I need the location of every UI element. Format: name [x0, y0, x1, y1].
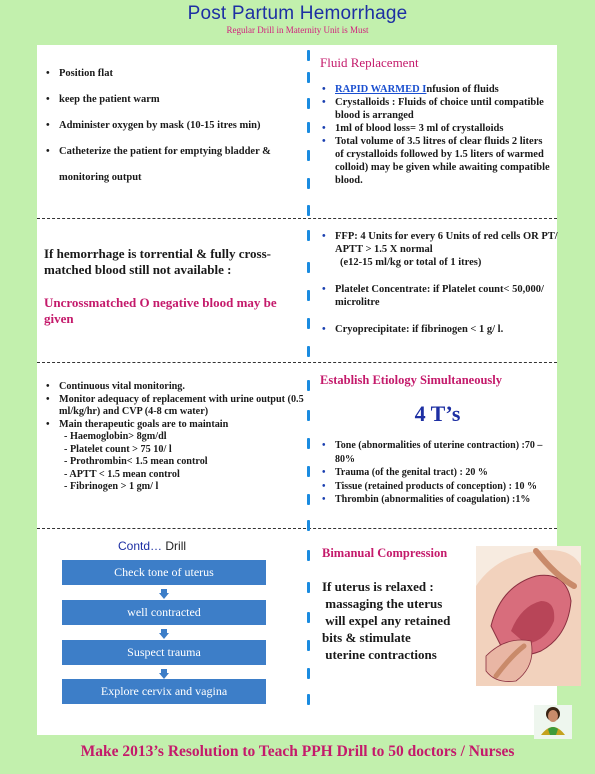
goal-item: - Haemoglobin> 8gm/dl: [64, 431, 167, 442]
divider-mark: [307, 230, 310, 241]
etiology-section: [320, 374, 555, 507]
fluid-item: • Total volume of 3.5 litres of clear fluids 2 liters of crystalloids followed by 1.5 liters of warmed colloid) may be given while awaiting compatible blood.: [320, 135, 552, 187]
divider-mark: [307, 262, 310, 273]
uncrossmatched-text: Uncrossmatched O negative blood may be given: [44, 295, 277, 326]
first-aid-item: • Catheterize the patient for emptying bladder &: [44, 145, 294, 171]
divider-mark: [307, 694, 310, 705]
flow-step: Explore cervix and vagina: [62, 679, 266, 704]
divider-mark: [307, 668, 310, 679]
page-title: Post Partum Hemorrhage: [187, 3, 408, 24]
etiology-title: Establish Etiology Simultaneously: [320, 373, 502, 387]
divider-mark: [307, 290, 310, 301]
first-aid-item-continued: monitoring output: [59, 172, 142, 183]
goal-item: - Platelet count > 75 10/ l: [64, 443, 172, 455]
divider-row-2: [37, 362, 557, 363]
divider-mark: [307, 178, 310, 189]
etiology-item: • Tone (abnormalities of uterine contraction) :70 – 80%: [320, 439, 555, 466]
divider-mark: [307, 494, 310, 505]
blood-products-section: [320, 230, 560, 336]
bimanual-compression-illustration: [476, 546, 581, 686]
first-aid-section: [44, 67, 294, 184]
goal-list: [44, 431, 309, 494]
platelet-item: • Platelet Concentrate: if Platelet count< 50,000/ microlitre: [320, 283, 560, 309]
monitoring-item: • Main therapeutic goals are to maintain: [44, 419, 309, 432]
ffp-item: • FFP: 4 Units for every 6 Units of red cells OR PT/ APTT > 1.5 X normal: [320, 230, 560, 256]
rapid-warmed-item: • RAPID WARMED Infusion of fluids: [320, 83, 552, 96]
divider-mark: [307, 72, 310, 83]
first-aid-item: • Position flat: [44, 67, 294, 93]
page-subtitle: Regular Drill in Maternity Unit is Must: [226, 25, 369, 35]
flow-step: Check tone of uterus: [62, 560, 266, 585]
divider-mark: [307, 98, 310, 109]
chairperson-photo: [534, 705, 572, 739]
drill-title: Contd… Drill: [118, 539, 187, 553]
monitoring-item: • Continuous vital monitoring.: [44, 381, 309, 394]
first-aid-item: • keep the patient warm: [44, 93, 294, 119]
divider-mark: [307, 550, 310, 561]
divider-mark: [307, 612, 310, 623]
etiology-item: • Thrombin (abnormalities of coagulation) :1%: [320, 493, 555, 507]
divider-mark: [307, 640, 310, 651]
down-arrow-icon: [159, 669, 169, 679]
flow-step: well contracted: [62, 600, 266, 625]
rapid-warmed-link[interactable]: RAPID WARMED I: [335, 84, 427, 95]
etiology-item: • Tissue (retained products of conception) : 10 %: [320, 480, 555, 494]
ffp-note: (e12-15 ml/kg or total of 1 itres): [340, 257, 482, 268]
fluid-item: • Crystalloids : Fluids of choice until compatible blood is arranged: [320, 96, 552, 122]
down-arrow-icon: [159, 629, 169, 639]
bimanual-section: [322, 547, 482, 663]
divider-mark: [307, 205, 310, 216]
bimanual-title: Bimanual Compression: [322, 546, 448, 560]
divider-mark: [307, 50, 310, 61]
bimanual-text: If uterus is relaxed : massaging the uterus will expel any retained bits & stimulate uterine contractions: [322, 579, 451, 662]
divider-mark: [307, 582, 310, 593]
divider-mark: [307, 346, 310, 357]
goal-item: - APTT < 1.5 mean control: [64, 468, 180, 480]
header: [0, 0, 595, 44]
monitoring-section: [44, 381, 309, 494]
flow-step: Suspect trauma: [62, 640, 266, 665]
cryo-item: • Cryoprecipitate: if fibrinogen < 1 g/ l.: [320, 323, 560, 336]
four-ts-heading: 4 T’s: [414, 401, 461, 426]
monitoring-item: • Monitor adequacy of replacement with urine output (0.5 ml/kg/hr) and CVP (4-8 cm water): [44, 394, 309, 419]
fluid-replacement-section: [320, 56, 552, 187]
divider-mark: [307, 318, 310, 329]
torrential-section: [44, 246, 294, 327]
divider-row-3: [37, 528, 557, 529]
divider-row-1: [37, 218, 557, 219]
down-arrow-icon: [159, 589, 169, 599]
fluid-item: • 1ml of blood loss= 3 ml of crystalloids: [320, 122, 552, 135]
torrential-text: If hemorrhage is torrential & fully cross-matched blood still not available :: [44, 246, 271, 277]
goal-item: - Prothrombin< 1.5 mean control: [64, 456, 208, 467]
footer-banner: Make 2013’s Resolution to Teach PPH Drill to 50 doctors / Nurses: [80, 743, 515, 760]
first-aid-item: • Administer oxygen by mask (10-15 itres min): [44, 119, 294, 145]
divider-mark: [307, 122, 310, 133]
divider-mark: [307, 520, 310, 531]
etiology-item: • Trauma (of the genital tract) : 20 %: [320, 466, 555, 480]
goal-item: - Fibrinogen > 1 gm/ l: [64, 481, 159, 492]
fluid-replacement-title: Fluid Replacement: [320, 55, 419, 70]
divider-mark: [307, 150, 310, 161]
